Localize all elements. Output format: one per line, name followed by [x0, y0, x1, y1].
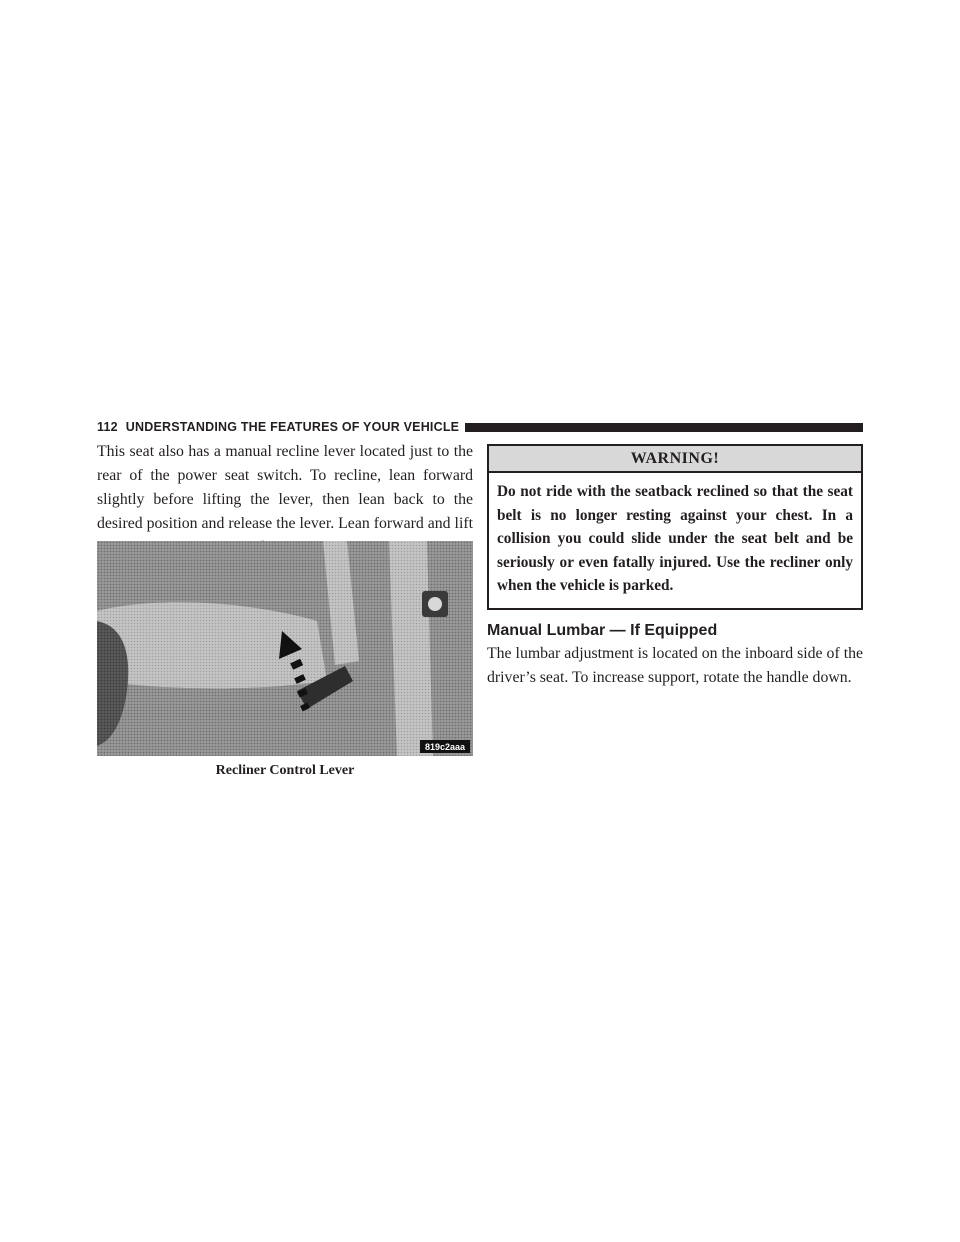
figure-caption: Recliner Control Lever — [215, 763, 355, 778]
recliner-illustration — [97, 541, 473, 756]
header-rule — [465, 423, 863, 432]
warning-box — [487, 444, 863, 610]
recliner-figure — [97, 541, 473, 779]
warning-text: Do not ride with the seatback reclined so that the seat belt is no longer resting against your chest. In a collision you could slide under the seat belt and be seriously or even fatally injured. Use the recliner only when the vehicle is parked. — [497, 483, 853, 594]
right-column — [487, 444, 863, 690]
image-code: 819c2aaa — [424, 742, 466, 752]
warning-title: WARNING! — [489, 446, 861, 473]
latch-bolt — [428, 597, 442, 611]
page-number: 112 — [97, 420, 118, 434]
recline-paragraph: This seat also has a manual recline lever located just to the rear of the power seat switch. To recline, lean forward slightly before lifting the lever, then lean back to the desired position and release the lever. Lean forward and lift — [97, 443, 473, 532]
chapter-title: UNDERSTANDING THE FEATURES OF YOUR VEHICLE — [125, 420, 460, 434]
door-panel — [424, 541, 473, 756]
page-header — [97, 418, 863, 436]
section-heading: Manual Lumbar — If Equipped — [487, 621, 718, 639]
lumbar-paragraph: The lumbar adjustment is located on the inboard side of the driver’s seat. To increase support, rotate the handle down. — [487, 644, 863, 686]
